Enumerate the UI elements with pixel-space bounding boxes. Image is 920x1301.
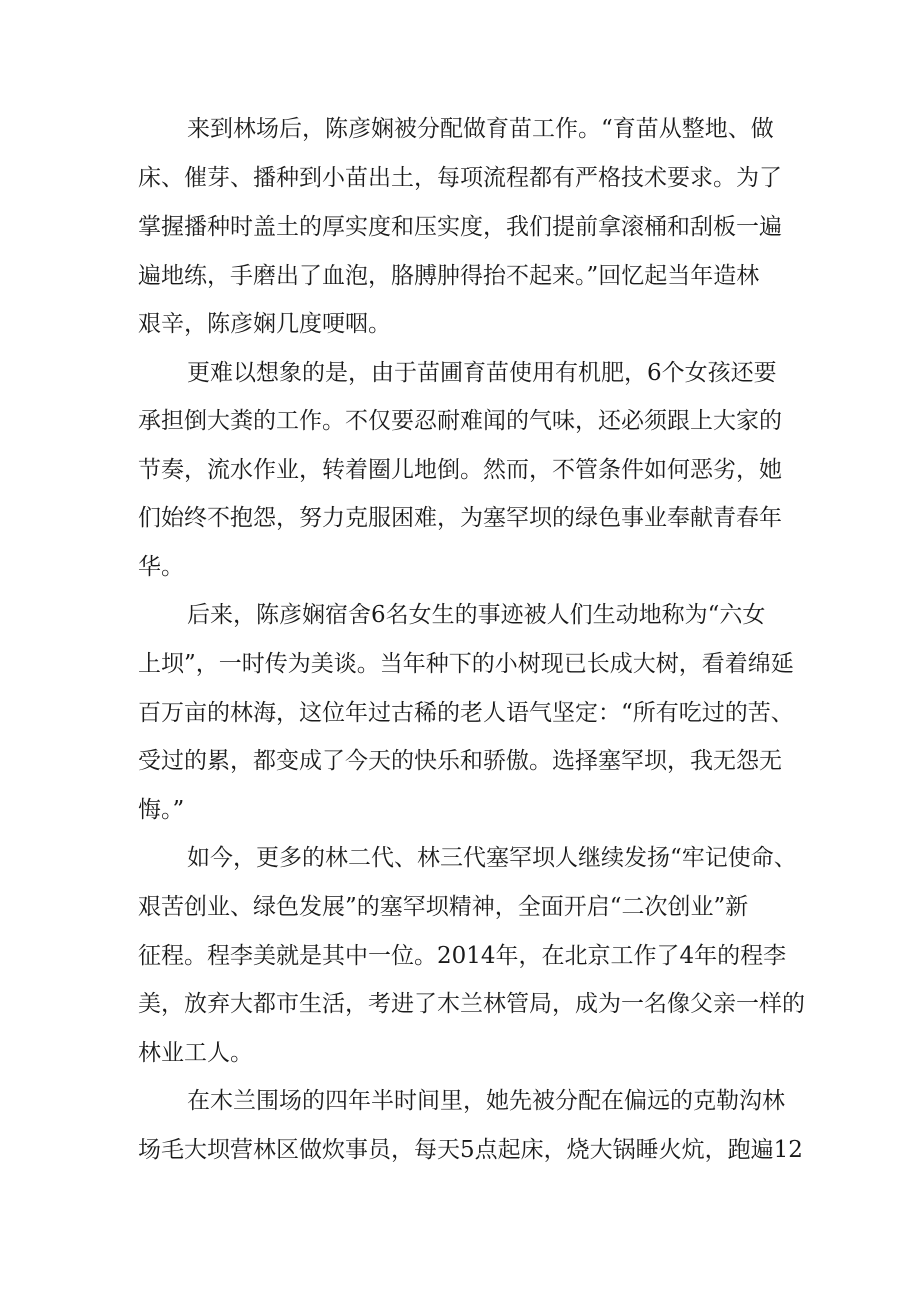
text-line: 受过的累，都变成了今天的快乐和骄傲。选择塞罕坝，我无怨无 xyxy=(138,748,782,774)
text-line: 承担倒大粪的工作。不仅要忍耐难闻的气味，还必须跟上大家的 xyxy=(138,408,782,434)
text-line: 上坝”，一时传为美谈。当年种下的小树现已长成大树，看着绵延 xyxy=(138,651,794,677)
text-line: 来到林场后，陈彦娴被分配做育苗工作。“育苗从整地、做 xyxy=(187,116,774,142)
text-line: 在木兰围场的四年半时间里，她先被分配在偏远的克勒沟林 xyxy=(187,1088,785,1114)
text-line: 更难以想象的是，由于苗圃育苗使用有机肥，6个女孩还要 xyxy=(187,360,777,386)
text-line: 床、催芽、播种到小苗出土，每项流程都有严格技术要求。为了 xyxy=(138,165,782,191)
text-line: 美，放弃大都市生活，考进了木兰林管局，成为一名像父亲一样的 xyxy=(138,991,805,1017)
text-line: 林业工人。 xyxy=(138,1040,253,1066)
text-line: 们始终不抱怨，努力克服困难，为塞罕坝的绿色事业奉献青春年 xyxy=(138,505,782,531)
text-line: 悔。” xyxy=(138,797,185,823)
text-line: 艰辛，陈彦娴几度哽咽。 xyxy=(138,311,391,337)
text-line: 遍地练，手磨出了血泡，胳膊肿得抬不起来。”回忆起当年造林 xyxy=(138,263,760,289)
text-line: 节奏，流水作业，转着圈儿地倒。然而，不管条件如何恶劣，她 xyxy=(138,457,782,483)
text-line: 如今，更多的林二代、林三代塞罕坝人继续发扬“牢记使命、 xyxy=(187,845,797,871)
text-line: 百万亩的林海，这位年过古稀的老人语气坚定：“所有吃过的苦、 xyxy=(138,700,794,726)
text-line: 掌握播种时盖土的厚实度和压实度，我们提前拿滚桶和刮板一遍 xyxy=(138,214,782,240)
text-line: 征程。程李美就是其中一位。2014年，在北京工作了4年的程李 xyxy=(138,943,787,969)
text-line: 场毛大坝营林区做炊事员，每天5点起床，烧大锅睡火炕，跑遍12 xyxy=(138,1137,803,1163)
text-line: 华。 xyxy=(138,554,184,580)
text-line: 后来，陈彦娴宿舍6名女生的事迹被人们生动地称为“六女 xyxy=(187,602,766,628)
text-line: 艰苦创业、绿色发展”的塞罕坝精神，全面开启“二次创业”新 xyxy=(138,894,749,920)
